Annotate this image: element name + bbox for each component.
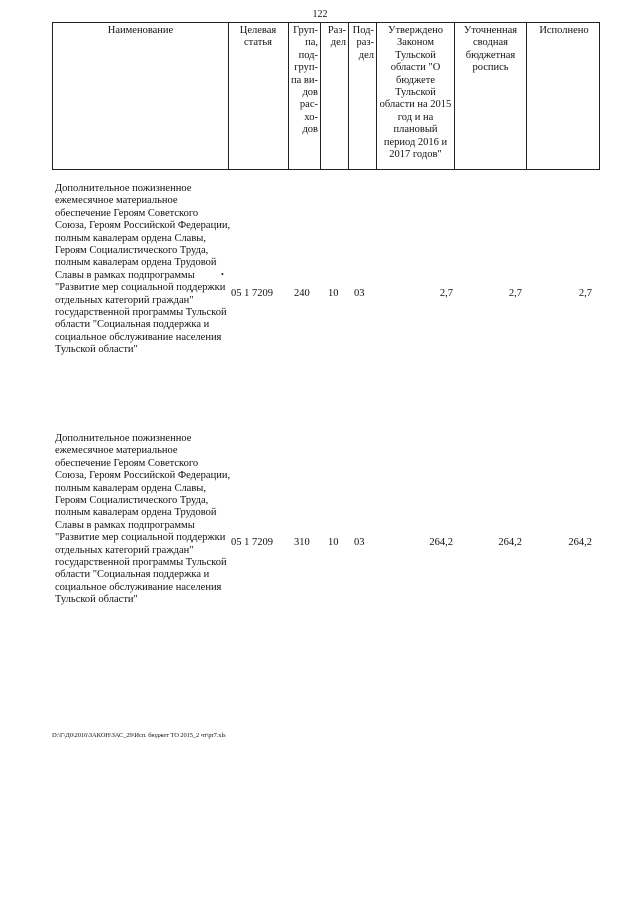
row-executed: 264,2 bbox=[568, 537, 592, 548]
header-refined: Уточненная сводная бюджетная роспись bbox=[463, 25, 518, 74]
row-approved: 264,2 bbox=[429, 537, 453, 548]
header-approved: Утверждено Законом Тульской области "О бюджете Тульской области на 2015 год и на плановый период 2016 и 2017 годов" bbox=[379, 25, 452, 161]
file-path-footer: D:\Г\Д0\2016\ЗАКОН\ЗАС_29\Исп. бюджет ТО 2015_2 чт\pr7.xls bbox=[52, 732, 226, 739]
row-expense-type: 310 bbox=[294, 537, 310, 548]
header-name: Наименование bbox=[107, 25, 174, 36]
column-divider bbox=[348, 23, 349, 169]
header-expense-type: Груп- па, под- груп- па ви- дов рас- хо- дов bbox=[291, 25, 318, 136]
row-name: Дополнительное пожизненное ежемесячное материальное обеспечение Героям Советского Союза, Героям Российской Федерации, полным кавалерам ордена Славы, Героям Социалистического Труда, полным кавалерам ордена Трудовой Славы в рамках подпрограммы "Развитие мер социальной поддержки отдельных категорий граждан" государственной программы Тульской области "Социальная поддержка и социальное обслуживание населения Тульской области" bbox=[55, 183, 231, 356]
row-target-article: 05 1 7209 bbox=[231, 288, 273, 299]
column-divider bbox=[228, 23, 229, 169]
header-target-article: Целевая статья bbox=[239, 25, 277, 49]
column-divider bbox=[526, 23, 527, 169]
row-refined: 264,2 bbox=[498, 537, 522, 548]
row-approved: 2,7 bbox=[439, 288, 453, 299]
header-executed: Исполнено bbox=[539, 25, 589, 36]
row-expense-type: 240 bbox=[294, 288, 310, 299]
column-divider bbox=[454, 23, 455, 169]
table-header bbox=[52, 22, 600, 170]
row-subsection: 03 bbox=[354, 537, 365, 548]
page-number: 122 bbox=[312, 9, 328, 20]
speck-mark: • bbox=[221, 270, 224, 279]
row-subsection: 03 bbox=[354, 288, 365, 299]
column-divider bbox=[376, 23, 377, 169]
header-subsection: Под- раз- дел bbox=[352, 25, 374, 61]
column-divider bbox=[320, 23, 321, 169]
row-section: 10 bbox=[328, 537, 339, 548]
row-name: Дополнительное пожизненное ежемесячное материальное обеспечение Героям Советского Союза, Героям Российской Федерации, полным кавалерам ордена Славы, Героям Социалистического Труда, полным кавалерам ордена Трудовой Славы в рамках подпрограммы "Развитие мер социальной поддержки отдельных категорий граждан" государственной программы Тульской области "Социальная поддержка и социальное обслуживание населения Тульской области" bbox=[55, 433, 231, 606]
row-section: 10 bbox=[328, 288, 339, 299]
row-executed: 2,7 bbox=[578, 288, 592, 299]
row-target-article: 05 1 7209 bbox=[231, 537, 273, 548]
column-divider bbox=[288, 23, 289, 169]
header-section: Раз- дел bbox=[327, 25, 346, 49]
row-refined: 2,7 bbox=[508, 288, 522, 299]
